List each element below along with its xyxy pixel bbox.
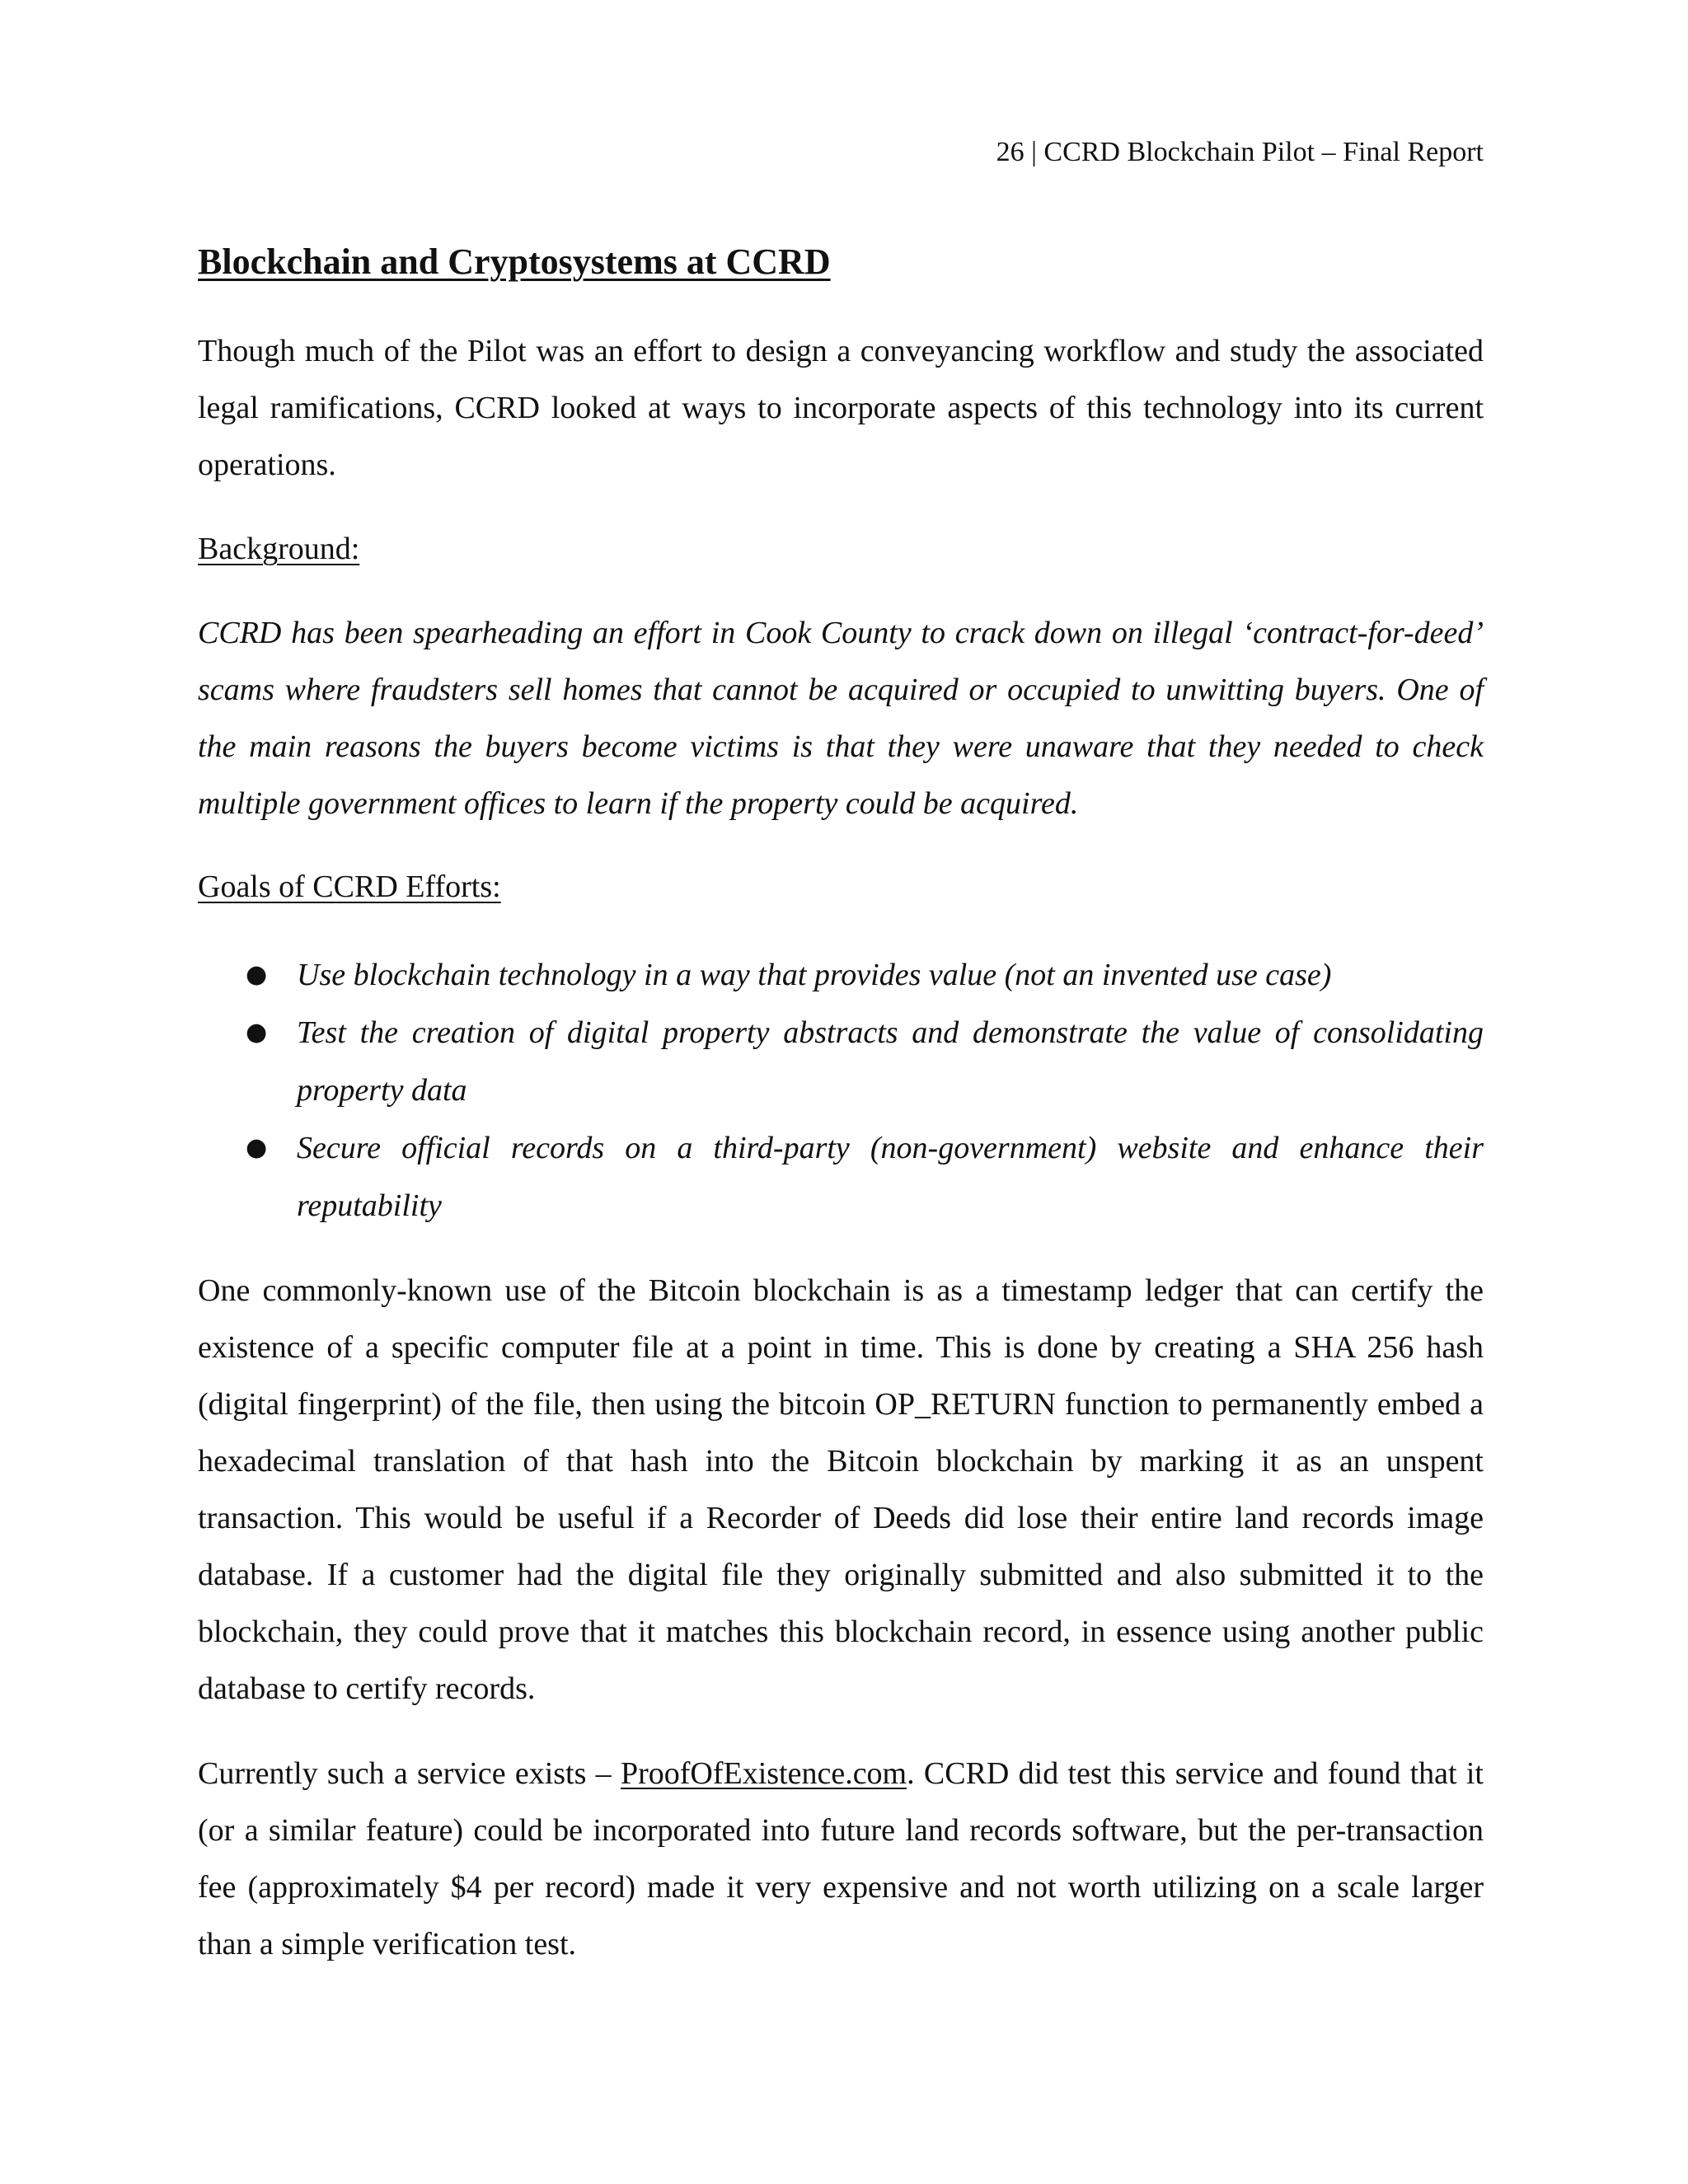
goals-list xyxy=(198,946,1484,1235)
service-paragraph-start: Currently such a service exists – xyxy=(198,1756,621,1791)
intro-paragraph: Though much of the Pilot was an effort to design a conveyancing workflow and study the associated legal ramifications, CCRD looked at ways to incorporate aspects of this technology into its current operations. xyxy=(198,334,1484,482)
goals-heading: Goals of CCRD Efforts: xyxy=(198,869,501,904)
goal-item xyxy=(198,946,1484,1004)
running-header: 26 | CCRD Blockchain Pilot – Final Report xyxy=(996,137,1484,167)
service-paragraph xyxy=(198,1746,1484,1973)
goal-text: Secure official records on a third-party (non-government) website and enhance their reputability xyxy=(297,1131,1484,1223)
goal-text: Use blockchain technology in a way that provides value (not an invented use case) xyxy=(297,958,1332,992)
section-title: Blockchain and Cryptosystems at CCRD xyxy=(198,241,831,282)
background-paragraph: CCRD has been spearheading an effort in Cook County to crack down on illegal ‘contract-for-deed’ scams where fraudsters sell homes that cannot be acquired or occupied to unwitting buyers. One of the main reasons the buyers become victims is that they were unaware that they needed to check multiple government offices to learn if the property could be acquired. xyxy=(198,616,1484,821)
background-heading: Background: xyxy=(198,532,360,566)
service-paragraph-end: . CCRD did test this service and found that it (or a similar feature) could be incorporated into future land records software, but the per-transaction fee (approximately $4 per record) made it very expensive and not worth utilizing on a scale larger than a simple verification test. xyxy=(198,1756,1484,1961)
goal-item xyxy=(198,1119,1484,1235)
proof-of-existence-link[interactable]: ProofOfExistence.com xyxy=(620,1756,907,1791)
bullet-icon: ● xyxy=(246,1133,268,1162)
goal-text: Test the creation of digital property abstracts and demonstrate the value of consolidating property data xyxy=(297,1015,1484,1108)
bullet-icon: ● xyxy=(246,960,268,989)
bullet-icon: ● xyxy=(246,1018,268,1047)
goal-item xyxy=(198,1004,1484,1119)
bitcoin-paragraph: One commonly-known use of the Bitcoin blockchain is as a timestamp ledger that can certify the existence of a specific computer file at a point in time. This is done by creating a SHA 256 hash (digital fingerprint) of the file, then using the bitcoin OP_RETURN function to permanently embed a hexadecimal translation of that hash into the Bitcoin blockchain by marking it as an unspent transaction. This would be useful if a Recorder of Deeds did lose their entire land records image database. If a customer had the digital file they originally submitted and also submitted it to the blockchain, they could prove that it matches this blockchain record, in essence using another public database to certify records. xyxy=(198,1273,1484,1706)
